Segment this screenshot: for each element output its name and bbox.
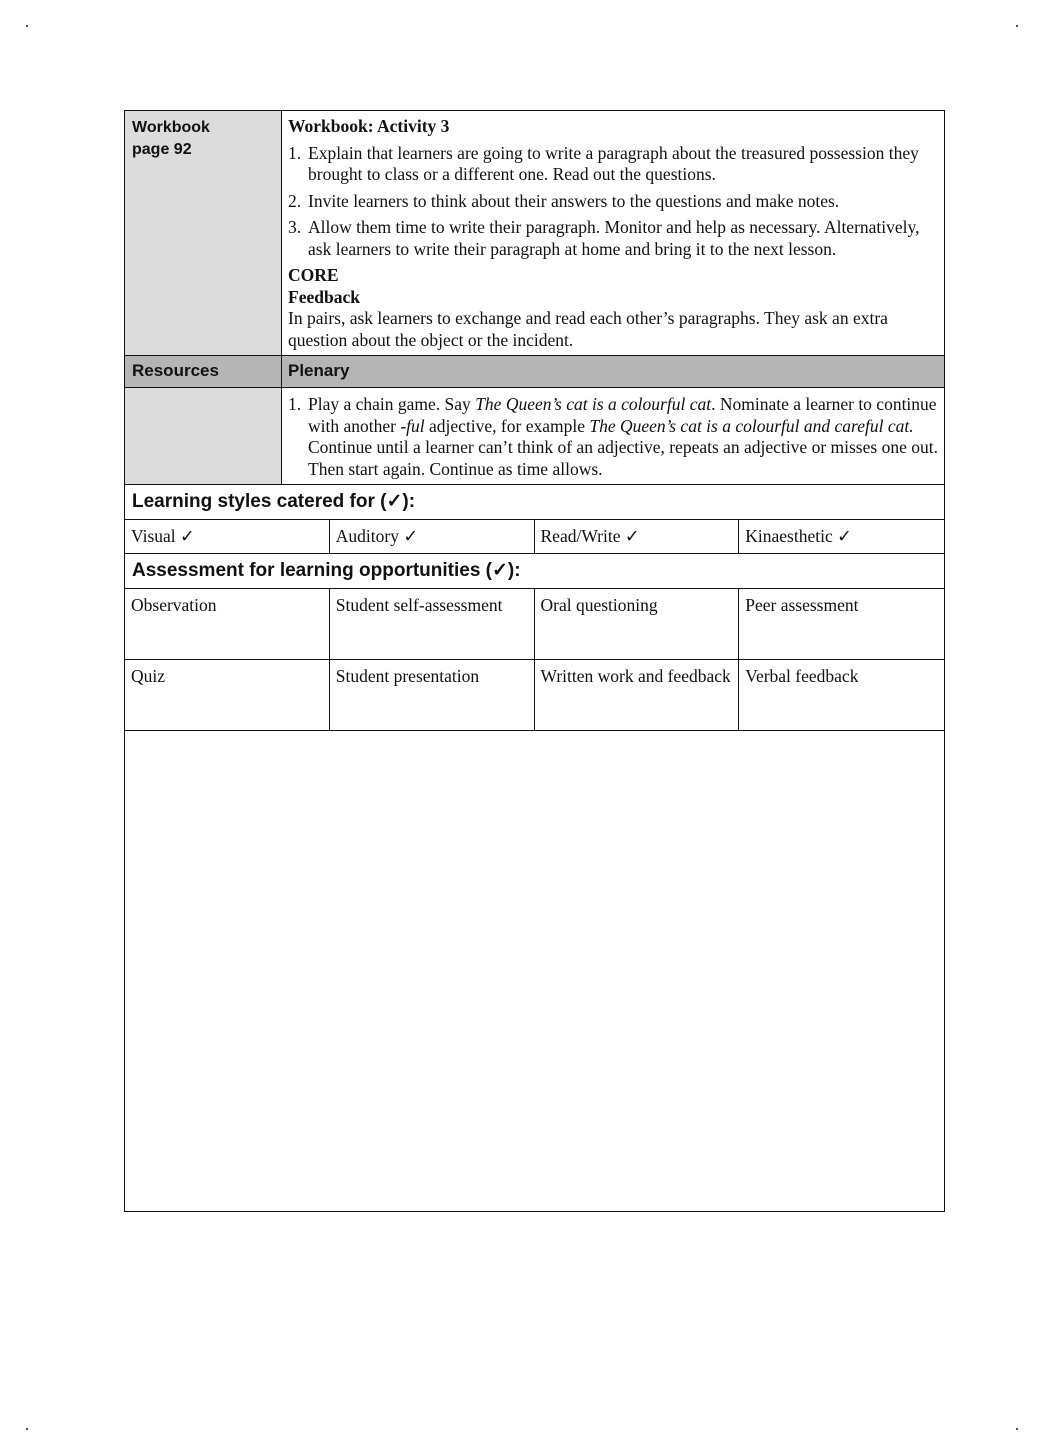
assessment-option: Peer assessment [745,595,859,615]
plenary-cell [282,388,944,484]
learning-style-visual: Visual ✓ [125,520,330,553]
step-text: Explain that learners are going to write a paragraph about the treasured possession they brought to class or a different one. Read out the questions. [308,142,919,184]
activity-step [288,191,938,213]
activity-heading: Workbook: Activity 3 [288,116,450,136]
learning-style-kinaesthetic: Kinaesthetic ✓ [745,526,852,546]
learning-style-read-write: Read/Write ✓ [535,520,740,553]
feedback-label: Feedback [288,286,360,307]
step-number: 3. [288,217,302,237]
activity-steps [288,143,938,261]
plenary-steps [288,394,938,480]
crop-mark-bottom-right [1016,1428,1018,1430]
assessment-option: Student presentation [330,660,535,730]
step-text: Invite learners to think about their answers to the questions and make notes. [308,190,840,211]
plenary-text-2: . Nominate a learner to continue with another [308,394,937,436]
activity-cell [282,111,944,355]
workbook-label: Workbook [132,119,210,136]
crop-mark-top-right [1016,25,1018,27]
plenary-row [125,388,944,485]
activity-step [288,143,938,186]
assessment-row [125,660,944,731]
plenary-heading: Plenary [288,361,350,380]
learning-styles-row [125,520,944,554]
crop-mark-bottom-left [26,1428,28,1430]
resources-label: Resources [125,356,282,387]
plenary-text-3: adjective, for example [424,415,590,436]
workbook-page-label: page 92 [132,141,192,158]
resources-cell [125,388,282,484]
assessment-row [125,589,944,660]
assessment-option: Quiz [125,660,330,730]
crop-mark-top-left [26,25,28,27]
step-number: 2. [288,190,302,211]
step-number: 1. [288,394,302,414]
plenary-header-row [125,356,944,388]
plenary-example-1: The Queen’s cat is a colourful cat [475,394,712,414]
assessment-option: Verbal feedback [745,666,859,686]
assessment-title: Assessment for learning opportunities (✓): [125,554,944,589]
step-text: Allow them time to write their paragraph. Monitor and help as necessary. Alternatively, ask learners to write their paragraph at home and bring it to the next lesson. [308,217,920,259]
step-number: 1. [288,142,302,163]
core-label: CORE [288,265,339,285]
activity-step [288,217,938,260]
assessment-option: Student self-assessment [330,589,535,659]
plenary-text-4: Continue until a learner can’t think of an adjective, repeats an adjective or misses one out. Then start again. Continue as time allows. [308,437,938,479]
learning-styles-title: Learning styles catered for (✓): [125,485,944,520]
feedback-text: In pairs, ask learners to exchange and read each other’s paragraphs. They ask an extra question about the object or the incident. [288,308,888,350]
activity-row [125,111,944,356]
plenary-step [288,394,938,480]
plenary-suffix: -ful [400,415,425,436]
plenary-example-2: The Queen’s cat is a colourful and careful cat. [589,415,914,436]
plenary-text-1: Play a chain game. Say [308,394,476,414]
learning-style-auditory: Auditory ✓ [330,520,535,553]
assessment-option: Observation [125,589,330,659]
assessment-option: Written work and feedback [535,660,740,730]
workbook-reference-cell [125,111,282,355]
assessment-option: Oral questioning [535,589,740,659]
lesson-plan-table [124,110,945,1212]
